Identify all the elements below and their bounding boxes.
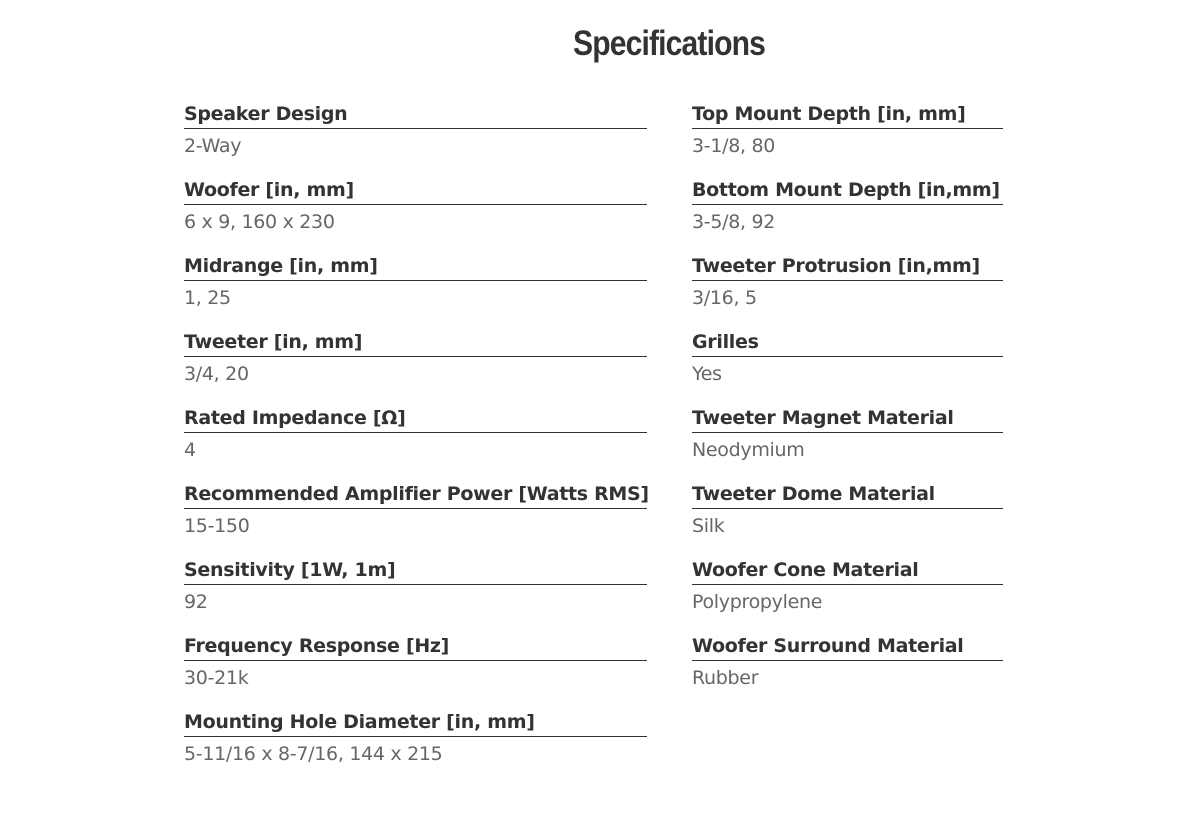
spec-value: 1, 25 <box>184 287 231 309</box>
spec-label: Midrange [in, mm] <box>184 252 647 281</box>
spec-item <box>692 328 1003 404</box>
spec-label: Woofer Surround Material <box>692 632 1003 661</box>
spec-value: 92 <box>184 591 208 613</box>
spec-item <box>692 632 1003 708</box>
spec-label: Tweeter Magnet Material <box>692 404 1003 433</box>
spec-label: Frequency Response [Hz] <box>184 632 647 661</box>
page-title: Specifications <box>572 24 766 63</box>
spec-item <box>692 176 1003 252</box>
spec-value: 15-150 <box>184 515 250 537</box>
spec-item <box>184 404 647 480</box>
spec-label: Rated Impedance [Ω] <box>184 404 647 433</box>
spec-value: 3-5/8, 92 <box>692 211 776 233</box>
spec-value: 30-21k <box>184 667 249 689</box>
spec-label: Speaker Design <box>184 100 647 129</box>
spec-label: Recommended Amplifier Power [Watts RMS] <box>184 480 647 509</box>
spec-label: Tweeter Dome Material <box>692 480 1003 509</box>
spec-item <box>692 556 1003 632</box>
spec-label: Woofer [in, mm] <box>184 176 647 205</box>
spec-item <box>692 100 1003 176</box>
spec-item <box>692 252 1003 328</box>
spec-value: 3/4, 20 <box>184 363 249 385</box>
spec-item <box>692 404 1003 480</box>
spec-value: 3-1/8, 80 <box>692 135 776 157</box>
spec-value: Rubber <box>692 667 759 689</box>
spec-label: Bottom Mount Depth [in,mm] <box>692 176 1003 205</box>
spec-item <box>184 632 647 708</box>
spec-value: 2-Way <box>184 135 242 157</box>
spec-item <box>184 252 647 328</box>
spec-label: Tweeter Protrusion [in,mm] <box>692 252 1003 281</box>
spec-value: 6 x 9, 160 x 230 <box>184 211 335 233</box>
spec-value: 4 <box>184 439 196 461</box>
spec-label: Grilles <box>692 328 1003 357</box>
spec-label: Tweeter [in, mm] <box>184 328 647 357</box>
spec-value: Silk <box>692 515 725 537</box>
spec-value: Neodymium <box>692 439 805 461</box>
specs-column-right <box>692 100 1003 708</box>
spec-item <box>692 480 1003 556</box>
spec-label: Mounting Hole Diameter [in, mm] <box>184 708 647 737</box>
spec-item <box>184 100 647 176</box>
spec-value: 5-11/16 x 8-7/16, 144 x 215 <box>184 743 443 765</box>
spec-value: 3/16, 5 <box>692 287 757 309</box>
spec-label: Sensitivity [1W, 1m] <box>184 556 647 585</box>
spec-item <box>184 328 647 404</box>
spec-label: Woofer Cone Material <box>692 556 1003 585</box>
spec-item <box>184 556 647 632</box>
spec-item <box>184 480 647 556</box>
specs-column-left <box>184 100 647 784</box>
spec-value: Yes <box>692 363 722 385</box>
spec-item <box>184 176 647 252</box>
spec-value: Polypropylene <box>692 591 823 613</box>
spec-label: Top Mount Depth [in, mm] <box>692 100 1003 129</box>
spec-item <box>184 708 647 784</box>
